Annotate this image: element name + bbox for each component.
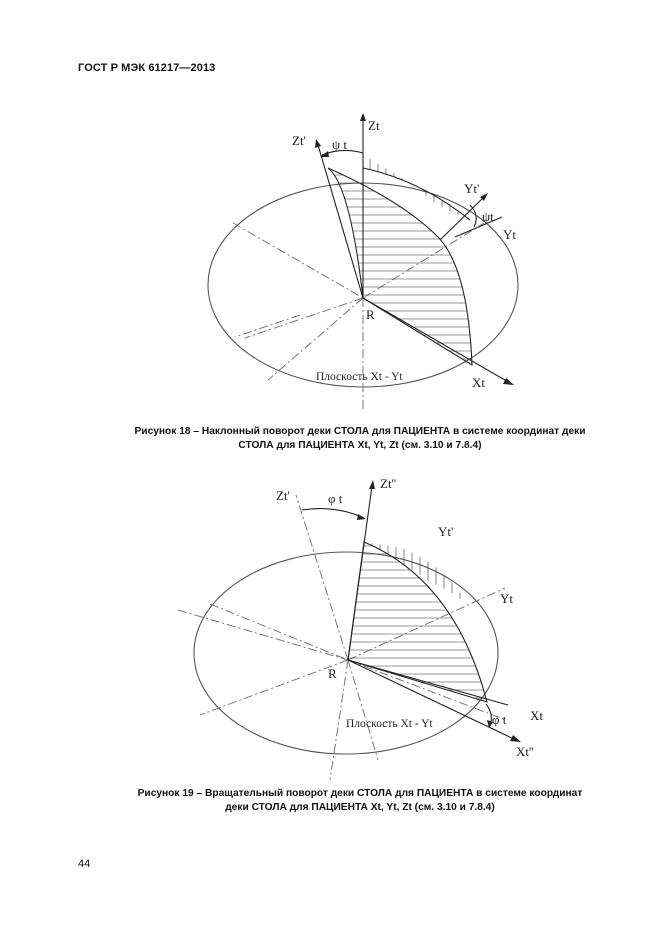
label-plane: Плоскость Xt - Yt	[346, 718, 433, 730]
label-r: R	[366, 307, 375, 322]
dash-axis-line	[245, 298, 363, 338]
label-zt-prime: Zt'	[292, 133, 306, 148]
label-plane: Плоскость Xt - Yt	[316, 371, 403, 383]
dash-axis-line	[235, 315, 300, 337]
label-zt-double-prime: Zt''	[380, 476, 397, 491]
tilt-wedge-hatch	[370, 155, 458, 225]
label-yt: Yt	[503, 227, 516, 242]
caption-line: Рисунок 19 – Вращательный поворот деки СТОЛА для ПАЦИЕНТА в системе координат	[137, 788, 583, 799]
label-yt: Yt	[500, 591, 513, 606]
tilted-table-hatch	[300, 175, 480, 359]
dash-axis-line	[233, 223, 363, 298]
label-psi-2: ψt	[482, 209, 494, 224]
label-xt: Xt	[472, 375, 485, 390]
label-phi: φ t	[328, 491, 343, 506]
figure-18-diagram	[0, 105, 661, 415]
label-xt: Xt	[530, 708, 543, 723]
figure-19-caption	[90, 787, 630, 815]
dash-axis-line	[200, 660, 348, 715]
label-yt-prime: Yt'	[464, 181, 480, 196]
dash-axis-line	[210, 604, 348, 660]
label-r: R	[328, 666, 337, 681]
label-zt: Zt	[368, 118, 380, 133]
dash-axis-line	[268, 298, 363, 380]
figure-18-caption	[90, 425, 630, 453]
dash-axis-line	[348, 588, 505, 660]
figure-19-diagram	[0, 470, 661, 785]
caption-line: СТОЛА для ПАЦИЕНТА Xt, Yt, Zt (см. 3.10 и 7.8.4)	[238, 440, 482, 451]
dash-axis-line	[348, 660, 378, 760]
caption-line: Рисунок 18 – Наклонный поворот деки СТОЛА для ПАЦИЕНТА в системе координат деки	[134, 426, 586, 437]
standard-header: ГОСТ Р МЭК 61217—2013	[78, 62, 216, 74]
label-xt-double-prime: Xt''	[516, 744, 534, 759]
rotated-table-hatch	[340, 546, 495, 698]
label-phi-2: φ t	[492, 712, 507, 727]
dash-axis-line	[296, 495, 348, 660]
label-yt-prime: Yt'	[438, 524, 454, 539]
page-number: 44	[78, 858, 91, 870]
label-zt-prime: Zt'	[276, 488, 290, 503]
label-psi: ψ t	[332, 137, 347, 152]
caption-line: деки СТОЛА для ПАЦИЕНТА Xt, Yt, Zt (см. 3.10 и 7.8.4)	[225, 802, 495, 813]
